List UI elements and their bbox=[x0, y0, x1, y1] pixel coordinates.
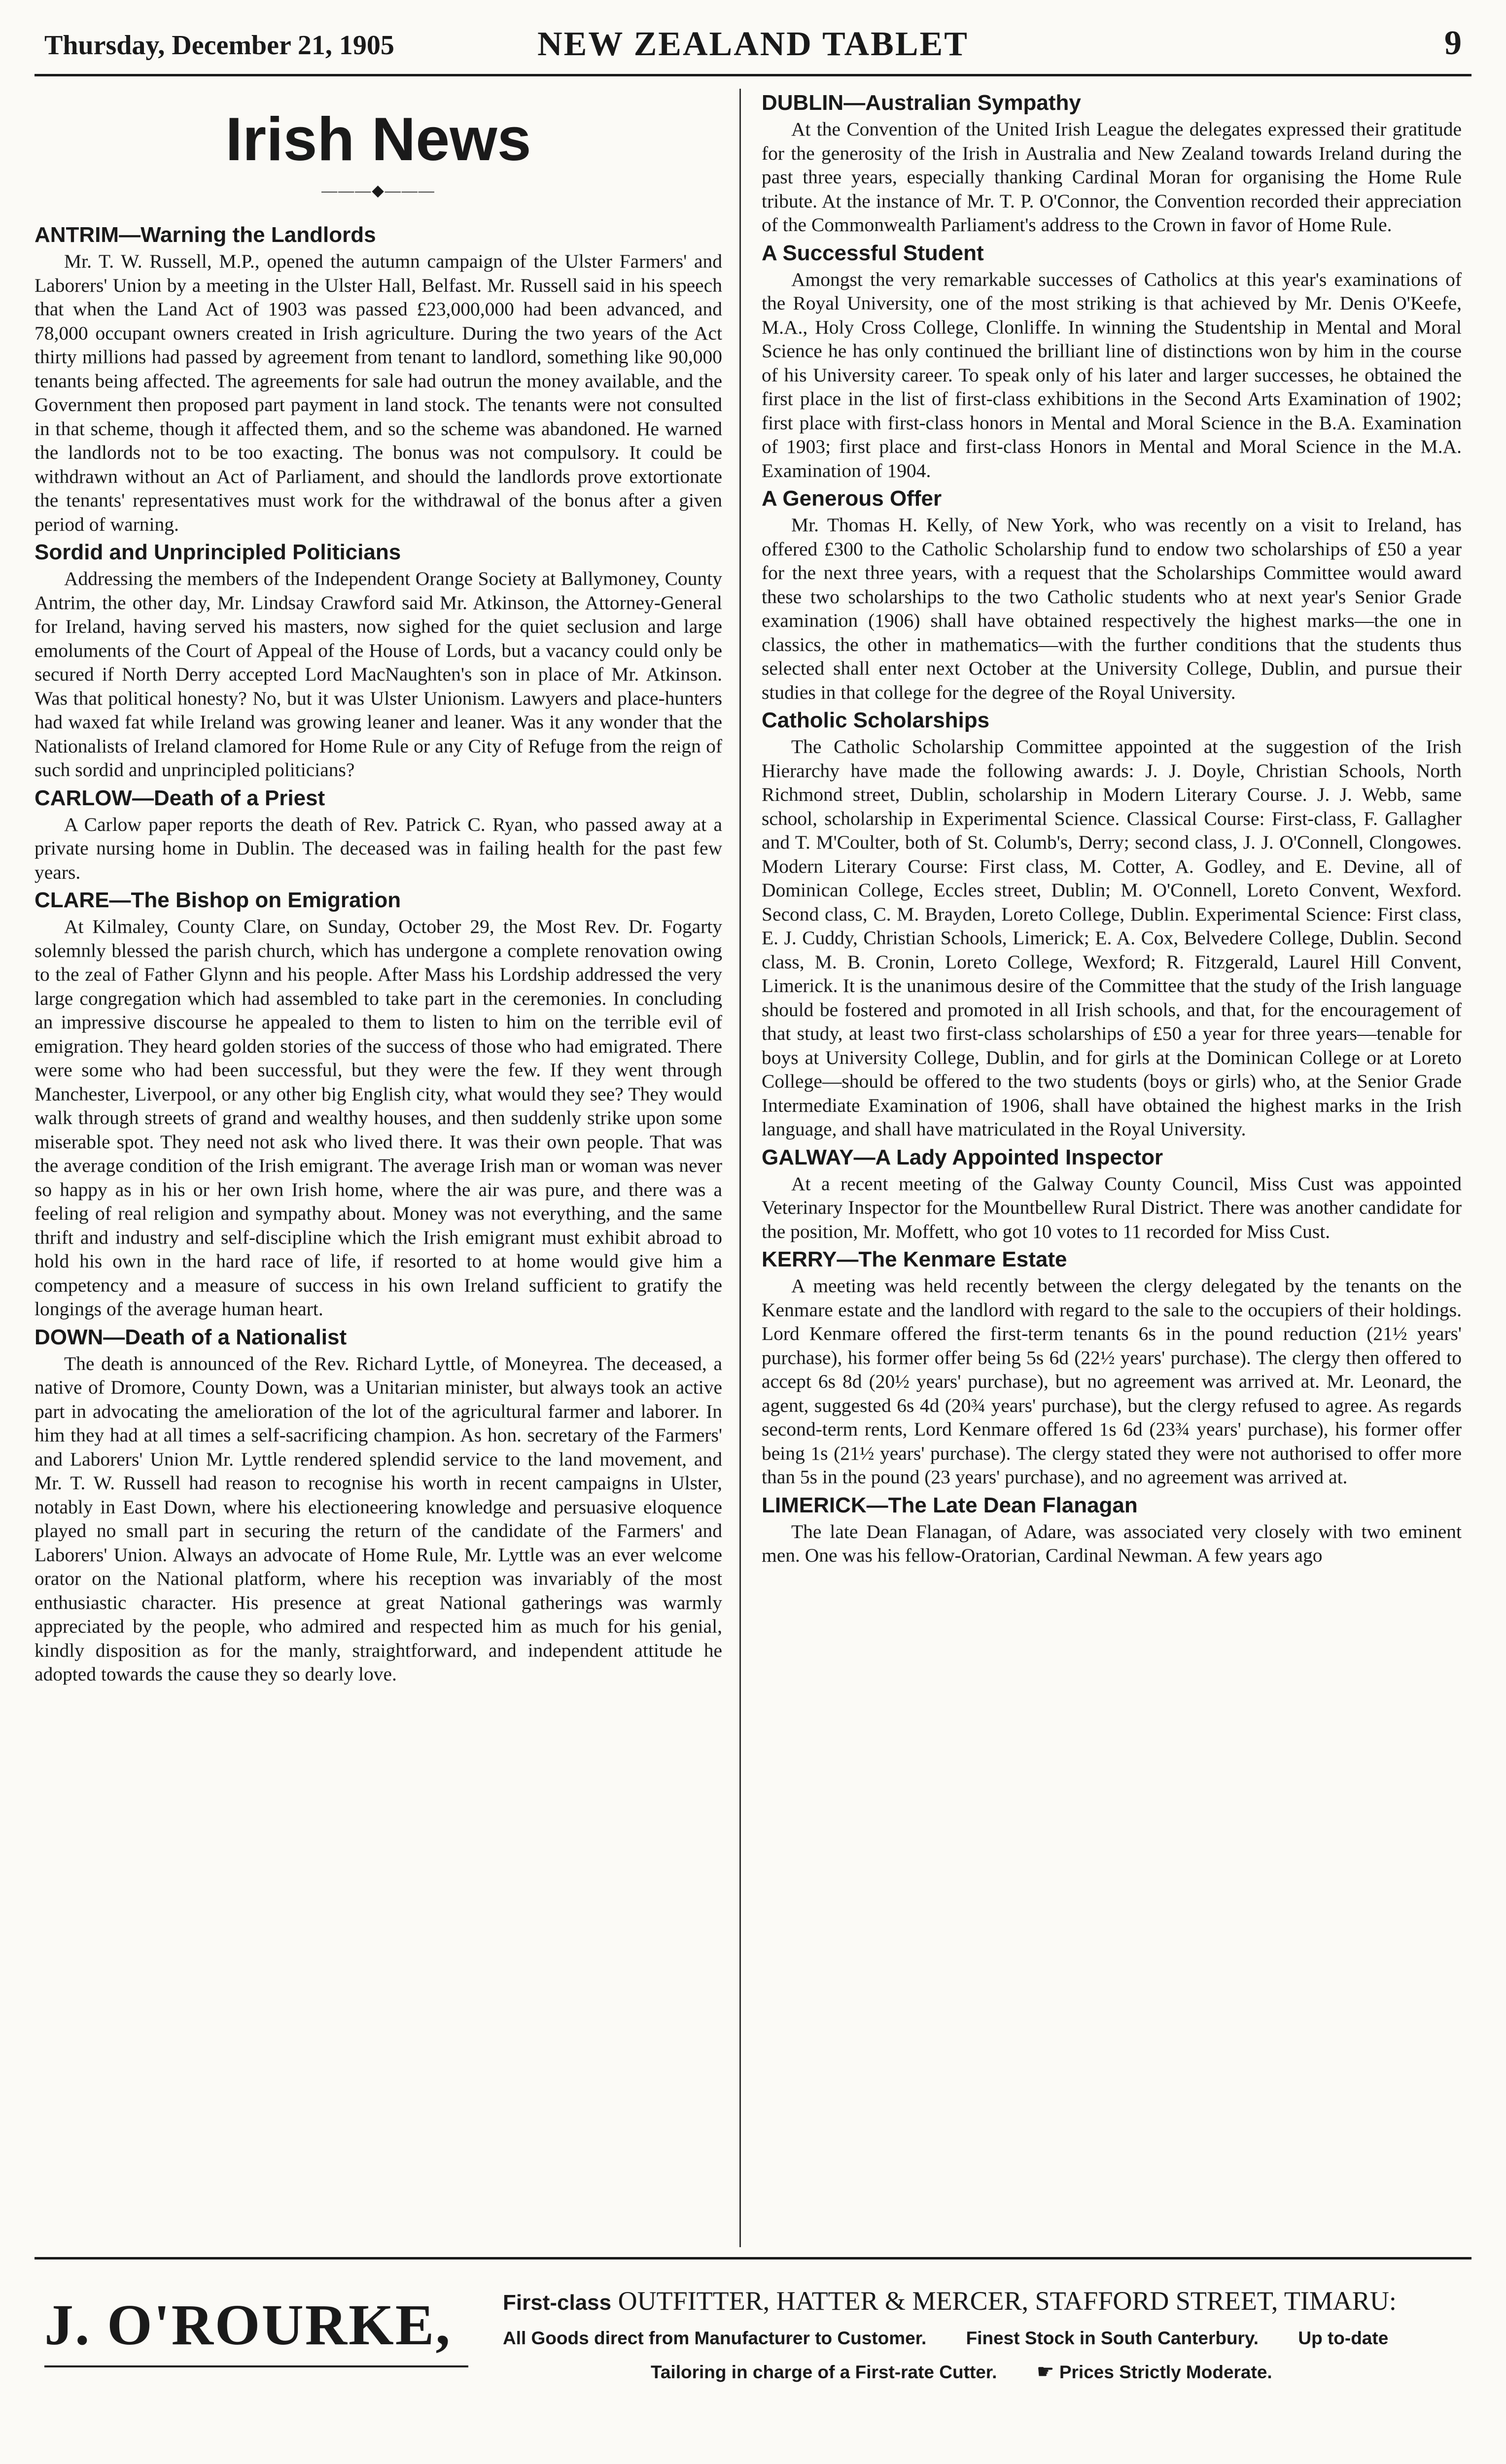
advertisement-line-2-part-1: All Goods direct from Manufacturer to Customer. bbox=[503, 2328, 927, 2348]
masthead-publication: NEW ZEALAND TABLET bbox=[537, 25, 969, 63]
advertisement-line-3-part-1: Tailoring in charge of a First-rate Cutter. bbox=[651, 2362, 997, 2382]
article-paragraph-kerry: A meeting was held recently between the clergy delegated by the tenants on the Kenmare estate and the landlord with regard to the sale to the occupiers of their holdings. Lord Kenmare offered the first-term tenants 6s in the pound reduction (21½ years' purchase), his former offer being 5s 6d (22½ years' purchase). The clergy then offered to accept 6s 8d (20½ years' purchase), but no agreement was arrived at. Mr. Leonard, the agent, suggested 6s 4d (20¾ years' purchase), but the clergy refused to agree. As regards second-term rents, Lord Kenmare offered 1s 6d (23¾ years' purchase), his former offer being 1s (21½ years' purchase). The clergy stated they were not authorised to offer more than 5s in the pound (23 years' purchase), and no agreement was arrived at. bbox=[762, 1275, 1462, 1488]
article-paragraph-galway: At a recent meeting of the Galway County Council, Miss Cust was appointed Veterinary Inspector for the Mountbellew Rural District. There was another candidate for the position, Mr. Moffett, who got 10 votes to 11 recorded for Miss Cust. bbox=[762, 1172, 1462, 1242]
masthead bbox=[35, 20, 1471, 74]
right-column bbox=[762, 89, 1462, 1568]
section-heading-generous-offer: A Generous Offer bbox=[762, 486, 942, 511]
section-heading-successful-student: A Successful Student bbox=[762, 240, 984, 265]
advertisement-rule bbox=[35, 2257, 1471, 2259]
article-paragraph-down: The death is announced of the Rev. Richard Lyttle, of Moneyrea. The deceased, a native of Dromore, County Down, was a Unitarian minister, but always took an active part in advocating the amelioration of the lot of the agricultural farmer and laborer. In him they had at all times a self-sacrificing champion. As hon. secretary of the Farmers' and Laborers' Union Mr. Lyttle rendered splendid service to the land movement, and Mr. T. W. Russell had reason to recognise his worth in recent campaigns in Ulster, notably in East Down, where his electioneering knowledge and persuasive eloquence played no small part in securing the return of the candidate of the Farmers' and Laborers' Union. Always an advocate of Home Rule, Mr. Lyttle was an ever welcome orator on the National platform, where his reception was invariably of the most enthusiastic character. His presence at great National gatherings was warmly appreciated by the people, who admired and respected him as much for his genial, kindly disposition as for the manly, straightforward, and independent attitude he adopted towards the cause they so dearly love. bbox=[35, 1352, 722, 1685]
section-heading-carlow: CARLOW—Death of a Priest bbox=[35, 786, 325, 810]
article-paragraph-generous-offer: Mr. Thomas H. Kelly, of New York, who was recently on a visit to Ireland, has offered £300 to the Catholic Scholarship fund to endow two scholarships of £50 a year for the next three years, with a request that the Scholarships Committee would award these two scholarships to the two Catholic students who at next year's Senior Grade examination (1906) shall have obtained respectively the highest marks—the one in classics, the other in mathematics—with the further conditions that the students thus selected shall enter next October at the University College, Dublin, and pursue their studies in that college for the degree of the Royal University. bbox=[762, 514, 1462, 703]
advertisement-line-2 bbox=[503, 2321, 1471, 2356]
section-heading-galway: GALWAY—A Lady Appointed Inspector bbox=[762, 1145, 1163, 1169]
section-heading-sordid-politicians: Sordid and Unprincipled Politicians bbox=[35, 540, 401, 564]
masthead-rule bbox=[35, 74, 1471, 76]
advertisement-line-3-part-2: Prices Strictly Moderate. bbox=[1059, 2362, 1272, 2382]
advertisement-line-2-part-3: Up to-date bbox=[1298, 2328, 1389, 2348]
masthead-page-number: 9 bbox=[1444, 24, 1462, 62]
section-heading-catholic-scholarships: Catholic Scholarships bbox=[762, 708, 990, 732]
advertiser-name-underline bbox=[44, 2365, 468, 2367]
advertisement-line-2-part-2: Finest Stock in South Canterbury. bbox=[966, 2328, 1259, 2348]
advertisement-line-3 bbox=[503, 2356, 1471, 2389]
article-paragraph-clare: At Kilmaley, County Clare, on Sunday, October 29, the Most Rev. Dr. Fogarty solemnly blessed the parish church, which has undergone a complete renovation owing to the zeal of Father Glynn and his people. After Mass his Lordship addressed the very large congregation which had assembled to take part in the ceremonies. In concluding an impressive discourse he appealed to them to listen to him on the terrible evil of emigration. They heard golden stories of the success of those who had emigrated. There were some who had been successful, but they were the few. If they went through Manchester, Liverpool, or any other big English city, what would they see? They would walk through streets of grand and wealthy houses, and then suddenly strike upon some miserable spot. They need not ask who lived there. It was their own people. That was the average condition of the Irish emigrant. The average Irish man or woman was never so happy as in his or her own Irish home, where the air was pure, and there was a feeling of real religion and sympathy about. Money was not everything, and the same thrift and industry and self-discipline which the Irish emigrant must exhibit abroad to hold his own in the hard race of life, if resorted to at home would give him a competency and a measure of success in his own Ireland sufficient to gratify the longings of the average human heart. bbox=[35, 916, 722, 1320]
article-paragraph-carlow: A Carlow paper reports the death of Rev. Patrick C. Ryan, who passed away at a private nursing home in Dublin. The deceased was in failing health for the past few years. bbox=[35, 813, 722, 883]
section-heading-antrim: ANTRIM—Warning the Landlords bbox=[35, 223, 376, 247]
section-heading-dublin: DUBLIN—Australian Sympathy bbox=[762, 91, 1081, 115]
advertisement-copy bbox=[503, 2283, 1471, 2389]
page-title: Irish News bbox=[225, 105, 531, 173]
section-heading-limerick: LIMERICK—The Late Dean Flanagan bbox=[762, 1493, 1138, 1517]
article-paragraph-limerick: The late Dean Flanagan, of Adare, was associated very closely with two eminent men. One was his fellow-Oratorian, Cardinal Newman. A few years ago bbox=[762, 1520, 1462, 1566]
masthead-date: Thursday, December 21, 1905 bbox=[44, 30, 394, 61]
title-ornament: ———◆——— bbox=[321, 181, 435, 199]
advertisement-tagline-lead: First-class bbox=[503, 2291, 612, 2315]
pointing-hand-icon: ☛ bbox=[1036, 2361, 1054, 2383]
article-paragraph-sordid-politicians: Addressing the members of the Independent Orange Society at Ballymoney, County Antrim, the other day, Mr. Lindsay Crawford said Mr. Atkinson, the Attorney-General for Ireland, having served his masters, now sighed for the quiet seclusion and large emoluments of the Court of Appeal of the House of Lords, but a vacancy could only be secured if North Derry accepted Lord MacNaughten's son in place of Mr. Atkinson. Was that political honesty? No, but it was Ulster Unionism. Lawyers and place-hunters had waxed fat while Ireland was growing leaner and leaner. Was it any wonder that the Nationalists of Ireland clamored for Home Rule or any City of Refuge from the reign of such sordid and unprincipled politicians? bbox=[35, 568, 722, 781]
article-paragraph-catholic-scholarships: The Catholic Scholarship Committee appointed at the suggestion of the Irish Hierarchy have made the following awards: J. J. Doyle, Christian Schools, North Richmond street, Dublin, scholarship in Modern Literary Course. J. J. Webb, same school, scholarship in Experimental Science. Classical Course: First-class, F. Gallagher and T. M'Coulter, both of St. Columb's, Derry; second class, J. J. O'Connell, Clongowes. Modern Literary Course: First class, M. Cotter, A. Godley, and E. Devine, all of Dominican College, Eccles street, Dublin; M. O'Connell, Loreto Convent, Wexford. Second class, C. M. Brayden, Loreto College, Dublin. Experimental Science: First class, E. J. Cuddy, Christian Schools, Limerick; E. A. Cox, Belvedere College, Dublin. Second class, M. B. Cronin, Loreto College, Wexford; R. Fitzgerald, Laurel Hill Convent, Limerick. It is the unanimous desire of the Committee that the study of the Irish language should be fostered and promoted in all Irish schools, and that, for the encouragement of that study, at least two first-class scholarships of £50 a year for three years—tenable for boys at University College, Dublin, and for girls at the Dominican College or at Loreto College—should be offered to the two students (boys or girls) who, at the Senior Grade Intermediate Examination of 1906, shall have obtained the highest marks in the Irish language, and shall have matriculated in the Royal University. bbox=[762, 736, 1462, 1140]
article-paragraph-dublin: At the Convention of the United Irish League the delegates expressed their gratitude for the generosity of the Irish in Australia and New Zealand towards Ireland during the past three years, especially thanking Cardinal Moran for organising the Home Rule tribute. At the instance of Mr. T. P. O'Connor, the Convention recorded their appreciation of the Commonwealth Parliament's address to the Crown in favor of Home Rule. bbox=[762, 118, 1462, 236]
advertisement-tagline bbox=[503, 2283, 1471, 2321]
section-heading-down: DOWN—Death of a Nationalist bbox=[35, 1325, 347, 1349]
section-heading-kerry: KERRY—The Kenmare Estate bbox=[762, 1247, 1067, 1271]
section-heading-clare: CLARE—The Bishop on Emigration bbox=[35, 888, 401, 912]
advertisement bbox=[35, 2272, 1471, 2420]
article-paragraph-antrim: Mr. T. W. Russell, M.P., opened the autumn campaign of the Ulster Farmers' and Laborers' Union by a meeting in the Ulster Hall, Belfast. Mr. Russell said in his speech that when the Land Act of 1903 was passed £23,000,000 had been advanced, and 78,000 occupant owners created in Irish agriculture. During the two years of the Act thirty millions had passed by agreement from tenant to landlord, something like 90,000 tenants being affected. The agreements for sale had outrun the money available, and the Government then proposed part payment in land stock. The tenants were not consulted in that scheme, though it affected them, and so the scheme was abandoned. He warned the landlords not to be too exacting. The bonus was not compulsory. It could be withdrawn without an Act of Parliament, and should the landlords prove extortionate the tenants' representatives must work for the withdrawal of the bonus after a given period of warning. bbox=[35, 250, 722, 535]
newspaper-page bbox=[35, 20, 1471, 2464]
advertiser-name: J. O'ROURKE, bbox=[44, 2293, 452, 2357]
advertisement-tagline-rest: OUTFITTER, HATTER & MERCER, STAFFORD STREET, TIMARU: bbox=[618, 2286, 1397, 2316]
article-paragraph-successful-student: Amongst the very remarkable successes of Catholics at this year's examinations of the Royal University, one of the most striking is that achieved by Mr. Denis O'Keefe, M.A., Holy Cross College, Clonliffe. In winning the Studentship in Mental and Moral Science he has only continued the brilliant line of distinctions won by him in the course of his University career. To speak only of his later and larger successes, he obtained the first place in the list of first-class exhibitions in the Second Arts Examination of 1902; first place with first-class honors in Mental and Moral Science in the B.A. Examination of 1903; first place and first-class Honors in Mental and Moral Science in the M.A. Examination of 1904. bbox=[762, 268, 1462, 481]
column-divider bbox=[739, 89, 741, 2247]
left-column bbox=[35, 89, 722, 1686]
